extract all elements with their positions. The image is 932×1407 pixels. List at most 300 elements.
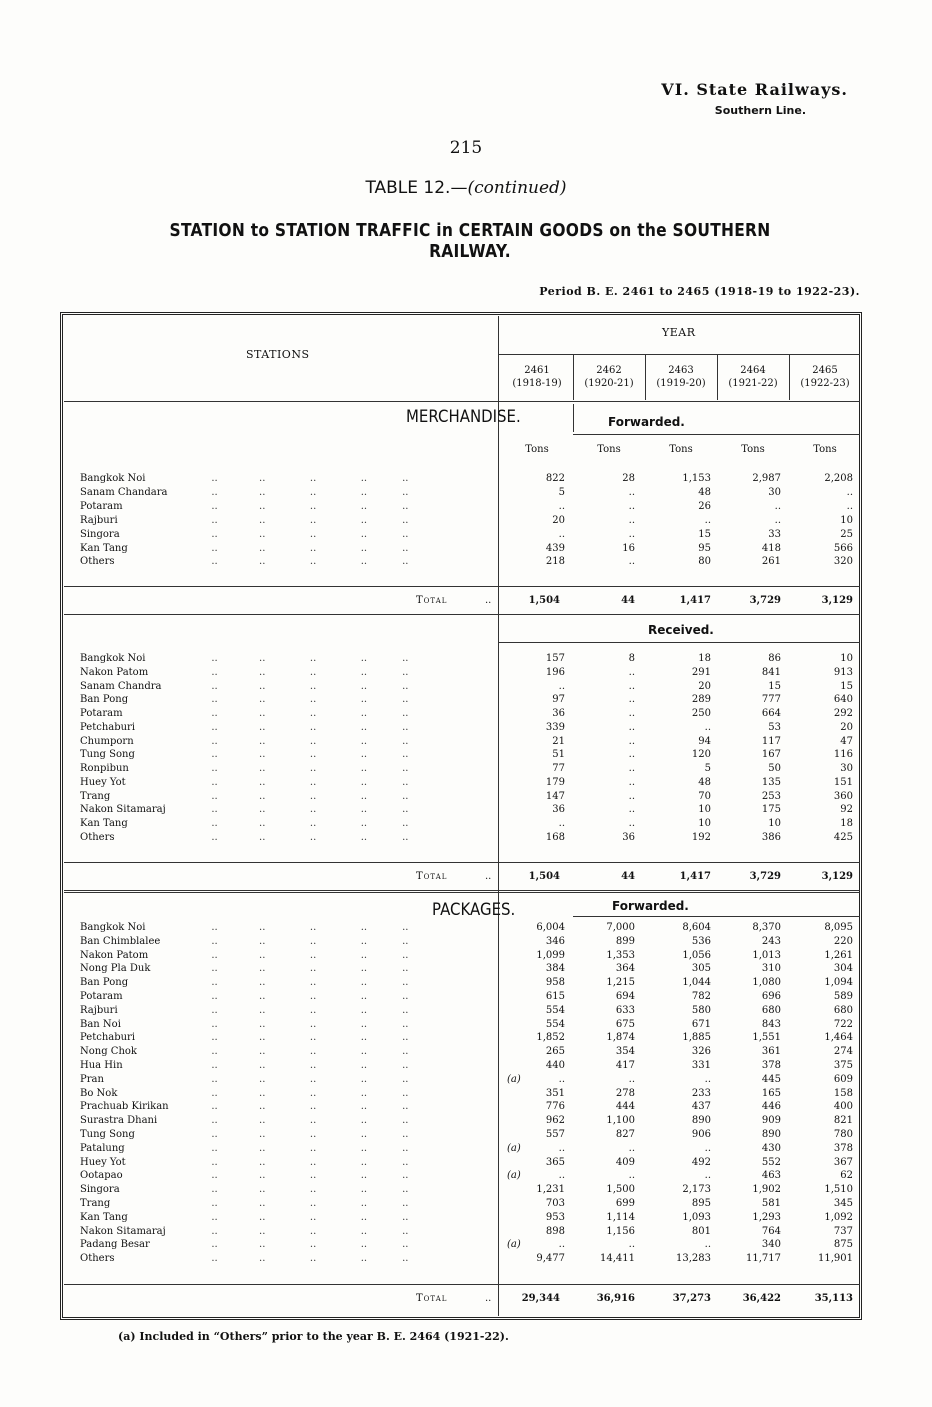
- year-be: 2461: [524, 365, 550, 376]
- value-cell: 1,902: [752, 1184, 781, 1196]
- value-cell: ..: [628, 680, 635, 692]
- value-cell: 326: [691, 1046, 711, 1058]
- leader-dots: .. .. .. .. ..: [205, 1032, 409, 1044]
- value-cell: 841: [761, 666, 781, 678]
- value-cell: 25: [840, 528, 853, 540]
- value-cell: 30: [840, 763, 853, 774]
- year-ce: (1918-19): [512, 378, 562, 389]
- value-cell: 437: [691, 1101, 711, 1113]
- value-cell: 1,551: [752, 1032, 781, 1044]
- leader-dots: .. .. .. .. ..: [205, 804, 409, 816]
- value-cell: 1,094: [824, 977, 853, 989]
- year-ce: (1921-22): [728, 378, 778, 389]
- value-cell: 375: [833, 1060, 853, 1071]
- leader-dots: .. .. .. .. ..: [205, 1253, 409, 1265]
- value-cell: 822: [545, 473, 565, 484]
- station-name: Pran: [80, 1073, 104, 1085]
- value-cell: ..: [704, 1073, 711, 1085]
- value-cell: ..: [558, 1170, 565, 1182]
- station-name: Prachuab Kirikan: [80, 1101, 169, 1113]
- value-cell: 694: [615, 991, 635, 1002]
- value-cell: 780: [833, 1129, 853, 1140]
- total-value: 1,417: [679, 871, 711, 882]
- value-cell: 331: [691, 1060, 711, 1071]
- table-row: [80, 790, 860, 804]
- station-name: Others: [80, 831, 115, 843]
- station-name: Ban Pong: [80, 694, 129, 706]
- total-row: [80, 870, 860, 884]
- value-cell: 1,092: [824, 1211, 853, 1223]
- value-cell: 782: [691, 991, 711, 1002]
- row-note: (a): [507, 1073, 521, 1085]
- unit-label: Tons: [741, 444, 765, 455]
- leader-dots: .. .. .. .. ..: [205, 776, 409, 788]
- merchandise-heading: MERCHANDISE.: [406, 407, 521, 427]
- value-cell: 26: [698, 500, 711, 512]
- station-name: Bangkok Noi: [80, 653, 146, 664]
- value-cell: ..: [628, 500, 635, 512]
- leader-dots: .. .. .. .. ..: [205, 653, 409, 664]
- station-name: Kan Tang: [80, 818, 128, 829]
- leader-dots: .. .. .. .. ..: [205, 694, 409, 706]
- page-number: 215: [449, 138, 483, 158]
- value-cell: ..: [628, 486, 635, 498]
- station-name: Huey Yot: [80, 776, 126, 788]
- value-cell: 16: [622, 542, 635, 554]
- leader-dots: .. .. .. .. ..: [205, 1184, 409, 1196]
- leader-dots: .. .. .. .. ..: [205, 977, 409, 989]
- total-value: 1,504: [528, 595, 560, 606]
- year-be: 2462: [596, 365, 622, 376]
- value-cell: ..: [558, 1239, 565, 1251]
- table-row: [80, 652, 860, 666]
- value-cell: 365: [545, 1156, 565, 1168]
- table-row: [80, 555, 860, 569]
- value-cell: ..: [774, 500, 781, 512]
- value-cell: 492: [691, 1156, 711, 1168]
- value-cell: 165: [761, 1087, 781, 1099]
- unit-label: Tons: [525, 444, 549, 455]
- year-header-rule: [498, 354, 860, 355]
- value-cell: ..: [704, 721, 711, 733]
- total-value: 3,129: [821, 595, 853, 606]
- value-cell: 696: [761, 991, 781, 1002]
- station-name: Ronpibun: [80, 763, 129, 774]
- value-cell: 15: [698, 528, 711, 540]
- station-name: Others: [80, 1253, 115, 1265]
- table-row: [80, 748, 860, 762]
- station-name: Ban Chimblalee: [80, 935, 161, 947]
- value-cell: 70: [698, 790, 711, 802]
- station-name: Chumporn: [80, 735, 134, 747]
- value-cell: 5: [704, 763, 711, 774]
- value-cell: 48: [698, 486, 711, 498]
- value-cell: 737: [833, 1225, 853, 1237]
- value-cell: 1,093: [682, 1211, 711, 1223]
- value-cell: 10: [768, 818, 781, 829]
- station-name: Nakon Sitamaraj: [80, 1225, 166, 1237]
- value-cell: 609: [833, 1073, 853, 1085]
- table-row: [80, 949, 860, 963]
- value-cell: 18: [698, 653, 711, 664]
- table-row: [80, 472, 860, 486]
- year-be: 2463: [668, 365, 694, 376]
- station-name: Nong Chok: [80, 1046, 137, 1058]
- value-cell: 699: [615, 1198, 635, 1209]
- value-cell: 36: [622, 831, 635, 843]
- leader-dots: .. .. .. .. ..: [205, 963, 409, 975]
- total-label: Total: [416, 595, 448, 606]
- value-cell: ..: [558, 528, 565, 540]
- value-cell: 764: [761, 1225, 781, 1237]
- value-cell: 446: [761, 1101, 781, 1113]
- value-cell: ..: [628, 776, 635, 788]
- table-row: [80, 921, 860, 935]
- value-cell: ..: [628, 666, 635, 678]
- value-cell: 50: [768, 763, 781, 774]
- value-cell: 310: [761, 963, 781, 975]
- value-cell: 250: [691, 708, 711, 719]
- station-name: Trang: [80, 790, 111, 802]
- value-cell: 5: [558, 486, 565, 498]
- value-cell: 777: [761, 694, 781, 706]
- value-cell: 909: [761, 1115, 781, 1127]
- value-cell: 703: [545, 1198, 565, 1209]
- table-row: [80, 666, 860, 680]
- value-cell: 680: [761, 1004, 781, 1016]
- value-cell: 304: [833, 963, 853, 975]
- value-cell: 6,004: [536, 922, 565, 933]
- value-cell: 633: [615, 1004, 635, 1016]
- value-cell: 243: [761, 935, 781, 947]
- year-col-4: [718, 364, 788, 390]
- value-cell: 20: [698, 680, 711, 692]
- value-cell: 589: [833, 991, 853, 1002]
- pkg-total-rule: [64, 1284, 860, 1285]
- station-name: Petchaburi: [80, 721, 136, 733]
- value-cell: 345: [833, 1198, 853, 1209]
- value-cell: 8,095: [824, 922, 853, 933]
- table-row: [80, 776, 860, 790]
- station-name: Nong Pla Duk: [80, 963, 151, 975]
- station-name: Ban Noi: [80, 1018, 121, 1030]
- value-cell: 953: [545, 1211, 565, 1223]
- value-cell: 21: [552, 735, 565, 747]
- value-cell: 2,987: [752, 473, 781, 484]
- leader-dots: .. .. .. .. ..: [205, 749, 409, 761]
- value-cell: 1,885: [682, 1032, 711, 1044]
- station-name: Bo Nok: [80, 1087, 118, 1099]
- value-cell: ..: [628, 1239, 635, 1251]
- station-name: Petchaburi: [80, 1032, 136, 1044]
- value-cell: 1,056: [682, 949, 711, 961]
- leader-dots: .. .. .. .. ..: [205, 735, 409, 747]
- value-cell: 898: [545, 1225, 565, 1237]
- footnote: (a) Included in “Others” prior to the year B. E. 2464 (1921-22).: [118, 1330, 509, 1343]
- value-cell: 1,044: [682, 977, 711, 989]
- total-value: 1,417: [679, 595, 711, 606]
- leader-dots: .. .. .. .. ..: [205, 1225, 409, 1237]
- value-cell: 11,717: [746, 1253, 781, 1265]
- leader-dots: .. .. .. .. ..: [205, 1018, 409, 1030]
- value-cell: 157: [545, 653, 565, 664]
- value-cell: 2,173: [682, 1184, 711, 1196]
- value-cell: 552: [761, 1156, 781, 1168]
- leader-dots: .. .. .. .. ..: [205, 680, 409, 692]
- year-ce: (1922-23): [800, 378, 850, 389]
- value-cell: ..: [628, 804, 635, 816]
- table-row: [80, 542, 860, 556]
- year-ce: (1919-20): [656, 378, 706, 389]
- table-row: [80, 500, 860, 514]
- value-cell: 233: [691, 1087, 711, 1099]
- value-cell: 554: [545, 1004, 565, 1016]
- value-cell: ..: [628, 1170, 635, 1182]
- year-col-1: [502, 364, 572, 390]
- value-cell: 580: [691, 1004, 711, 1016]
- value-cell: 566: [833, 542, 853, 554]
- leader-dots: ..: [485, 871, 492, 882]
- table-row: [80, 1100, 860, 1114]
- table-row: [80, 721, 860, 735]
- value-cell: 116: [833, 749, 853, 761]
- value-cell: 289: [691, 694, 711, 706]
- value-cell: ..: [628, 763, 635, 774]
- leader-dots: .. .. .. .. ..: [205, 1142, 409, 1154]
- value-cell: ..: [846, 486, 853, 498]
- value-cell: 53: [768, 721, 781, 733]
- leader-dots: ..: [485, 595, 492, 606]
- value-cell: 86: [768, 653, 781, 664]
- leader-dots: .. .. .. .. ..: [205, 500, 409, 512]
- value-cell: 430: [761, 1142, 781, 1154]
- packages-heading: PACKAGES.: [432, 900, 516, 920]
- leader-dots: .. .. .. .. ..: [205, 542, 409, 554]
- value-cell: 400: [833, 1101, 853, 1113]
- station-name: Tung Song: [80, 749, 135, 761]
- total-row: [80, 1292, 860, 1306]
- section-subtitle: Southern Line.: [714, 104, 806, 117]
- leader-dots: .. .. .. .. ..: [205, 666, 409, 678]
- total-label: Total: [416, 871, 448, 882]
- value-cell: 218: [545, 556, 565, 568]
- leader-dots: .. .. .. .. ..: [205, 935, 409, 947]
- year-col-3: [646, 364, 716, 390]
- value-cell: 1,099: [536, 949, 565, 961]
- row-note: (a): [507, 1239, 521, 1251]
- table-row: [80, 1031, 860, 1045]
- station-name: Padang Besar: [80, 1239, 150, 1251]
- total-value: 44: [621, 871, 635, 882]
- station-name: Hua Hin: [80, 1060, 123, 1071]
- table-row: [80, 803, 860, 817]
- station-name: Bangkok Noi: [80, 473, 146, 484]
- value-cell: 92: [840, 804, 853, 816]
- value-cell: ..: [628, 694, 635, 706]
- total-value: 3,729: [749, 595, 781, 606]
- value-cell: 192: [691, 831, 711, 843]
- table-row: [80, 976, 860, 990]
- table-row: [80, 1252, 860, 1266]
- leader-dots: .. .. .. .. ..: [205, 1115, 409, 1127]
- table-row: [80, 762, 860, 776]
- station-name: Ban Pong: [80, 977, 129, 989]
- merchandise-bottom-rule: [64, 890, 860, 893]
- value-cell: 168: [545, 831, 565, 843]
- value-cell: 253: [761, 790, 781, 802]
- leader-dots: .. .. .. .. ..: [205, 528, 409, 540]
- value-cell: 1,013: [752, 949, 781, 961]
- station-name: Sanam Chandra: [80, 680, 162, 692]
- table-row: [80, 707, 860, 721]
- value-cell: 28: [622, 473, 635, 484]
- leader-dots: .. .. .. .. ..: [205, 1156, 409, 1168]
- value-cell: 18: [840, 818, 853, 829]
- station-name: Rajburi: [80, 514, 118, 526]
- value-cell: 11,901: [818, 1253, 853, 1265]
- station-name: Potaram: [80, 991, 123, 1002]
- value-cell: 386: [761, 831, 781, 843]
- value-cell: 10: [698, 818, 711, 829]
- value-cell: ..: [628, 735, 635, 747]
- stations-header: STATIONS: [246, 348, 310, 361]
- value-cell: ..: [846, 500, 853, 512]
- table-row: [80, 514, 860, 528]
- value-cell: 354: [615, 1046, 635, 1058]
- station-name: Nakon Patom: [80, 949, 149, 961]
- year-be: 2465: [812, 365, 838, 376]
- value-cell: 8: [628, 653, 635, 664]
- value-cell: 7,000: [606, 922, 635, 933]
- table-row: [80, 831, 860, 845]
- value-cell: ..: [628, 514, 635, 526]
- total-value: 1,504: [528, 871, 560, 882]
- value-cell: ..: [704, 1170, 711, 1182]
- year-col-5: [790, 364, 860, 390]
- leader-dots: ..: [485, 1293, 492, 1304]
- leader-dots: .. .. .. .. ..: [205, 1004, 409, 1016]
- value-cell: 554: [545, 1018, 565, 1030]
- value-cell: 14,411: [600, 1253, 635, 1265]
- subhead-rule: [498, 642, 860, 643]
- value-cell: 151: [833, 776, 853, 788]
- station-name: Ootapao: [80, 1170, 123, 1182]
- value-cell: 36: [552, 708, 565, 719]
- value-cell: 1,852: [536, 1032, 565, 1044]
- unit-label: Tons: [813, 444, 837, 455]
- value-cell: 10: [698, 804, 711, 816]
- value-cell: 962: [545, 1115, 565, 1127]
- leader-dots: .. .. .. .. ..: [205, 763, 409, 774]
- value-cell: 15: [840, 680, 853, 692]
- table-row: [80, 1169, 860, 1183]
- value-cell: ..: [628, 556, 635, 568]
- leader-dots: .. .. .. .. ..: [205, 949, 409, 961]
- station-name: Trang: [80, 1198, 111, 1209]
- merch-fwd-bottom-rule: [64, 614, 860, 615]
- table-row: [80, 1238, 860, 1252]
- value-cell: 409: [615, 1156, 635, 1168]
- row-note: (a): [507, 1170, 521, 1182]
- value-cell: 417: [615, 1060, 635, 1071]
- table-row: [80, 962, 860, 976]
- value-cell: 48: [698, 776, 711, 788]
- value-cell: ..: [628, 721, 635, 733]
- value-cell: 1,500: [606, 1184, 635, 1196]
- leader-dots: .. .. .. .. ..: [205, 1239, 409, 1251]
- main-title: STATION to STATION TRAFFIC in CERTAIN GOODS on the SOUTHERN RAILWAY.: [169, 220, 771, 262]
- value-cell: 360: [833, 790, 853, 802]
- value-cell: 378: [761, 1060, 781, 1071]
- value-cell: 675: [615, 1018, 635, 1030]
- value-cell: 2,208: [824, 473, 853, 484]
- value-cell: 1,261: [824, 949, 853, 961]
- value-cell: 958: [545, 977, 565, 989]
- total-value: 44: [621, 595, 635, 606]
- value-cell: 261: [761, 556, 781, 568]
- value-cell: 274: [833, 1046, 853, 1058]
- station-name: Singora: [80, 1184, 120, 1196]
- leader-dots: .. .. .. .. ..: [205, 922, 409, 933]
- table-row: [80, 1059, 860, 1073]
- unit-label: Tons: [597, 444, 621, 455]
- table-row: [80, 1211, 860, 1225]
- leader-dots: .. .. .. .. ..: [205, 1087, 409, 1099]
- value-cell: 680: [833, 1004, 853, 1016]
- merch-received-heading: Received.: [648, 623, 714, 637]
- period-line: Period B. E. 2461 to 2465 (1918-19 to 1922-23).: [539, 285, 860, 298]
- value-cell: 895: [691, 1198, 711, 1209]
- station-name: Others: [80, 556, 115, 568]
- merch-fwd-total-rule: [64, 586, 860, 587]
- section-title: VI. State Railways.: [661, 80, 848, 99]
- station-name: Rajburi: [80, 1004, 118, 1016]
- station-name: Potaram: [80, 708, 123, 719]
- leader-dots: .. .. .. .. ..: [205, 473, 409, 484]
- value-cell: 305: [691, 963, 711, 975]
- value-cell: ..: [774, 514, 781, 526]
- value-cell: 1,293: [752, 1211, 781, 1223]
- leader-dots: .. .. .. .. ..: [205, 721, 409, 733]
- station-name: Nakon Sitamaraj: [80, 804, 166, 816]
- value-cell: 8,604: [682, 922, 711, 933]
- total-value: 35,113: [814, 1293, 853, 1304]
- value-cell: 776: [545, 1101, 565, 1113]
- total-label: Total: [416, 1293, 448, 1304]
- table-row: [80, 817, 860, 831]
- value-cell: 147: [545, 790, 565, 802]
- total-value: 36,422: [742, 1293, 781, 1304]
- leader-dots: .. .. .. .. ..: [205, 818, 409, 829]
- value-cell: 364: [615, 963, 635, 975]
- value-cell: ..: [628, 1142, 635, 1154]
- value-cell: 1,874: [606, 1032, 635, 1044]
- value-cell: 664: [761, 708, 781, 719]
- value-cell: 292: [833, 708, 853, 719]
- value-cell: ..: [704, 514, 711, 526]
- table-row: [80, 1225, 860, 1239]
- value-cell: 1,464: [824, 1032, 853, 1044]
- value-cell: 9,477: [536, 1253, 565, 1265]
- value-cell: 351: [545, 1087, 565, 1099]
- total-value: 36,916: [596, 1293, 635, 1304]
- value-cell: 890: [691, 1115, 711, 1127]
- value-cell: 15: [768, 680, 781, 692]
- value-cell: 346: [545, 935, 565, 947]
- station-name: Nakon Patom: [80, 666, 149, 678]
- table-row: [80, 1197, 860, 1211]
- station-name: Potaram: [80, 500, 123, 512]
